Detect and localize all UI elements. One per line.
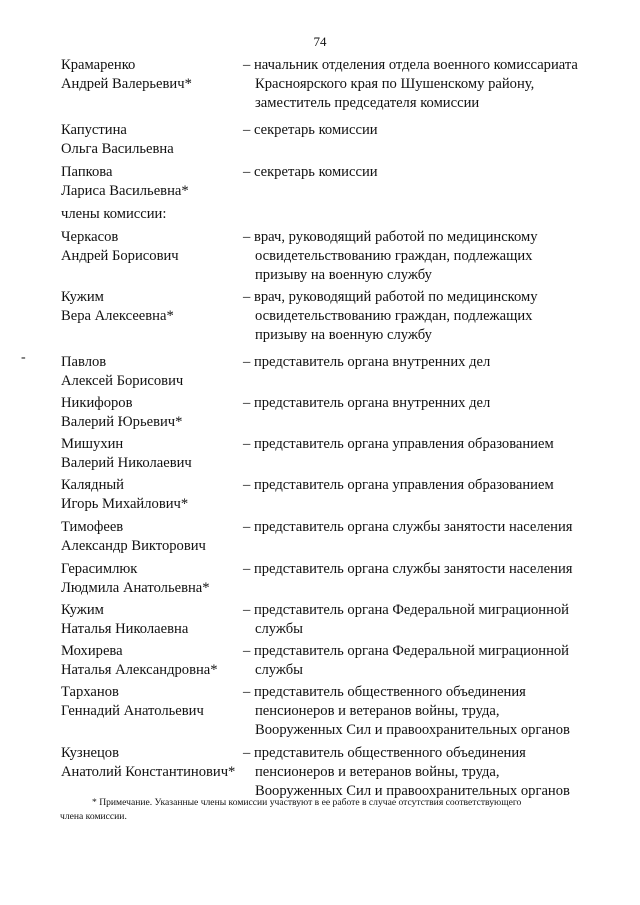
member-surname: Калядный bbox=[61, 477, 124, 493]
role-line: – представитель органа управления образованием bbox=[243, 477, 554, 493]
member-role bbox=[243, 288, 606, 345]
member-given-names: Валерий Николаевич bbox=[61, 455, 192, 471]
member-role bbox=[243, 560, 606, 598]
margin-mark: - bbox=[21, 350, 26, 365]
member-given-names: Вера Алексеевна* bbox=[61, 308, 174, 324]
role-line: – начальник отделения отдела военного комиссариата bbox=[243, 57, 578, 73]
member-surname: Кужим bbox=[61, 289, 104, 305]
role-line: – секретарь комиссии bbox=[243, 122, 378, 138]
member-name bbox=[61, 476, 243, 514]
member-role bbox=[243, 163, 606, 201]
role-line: Красноярского края по Шушенскому району, bbox=[255, 76, 535, 92]
member-role bbox=[243, 353, 606, 391]
member-surname: Кузнецов bbox=[61, 745, 119, 761]
member-given-names: Геннадий Анатольевич bbox=[61, 703, 204, 719]
footnote-line: * Примечание. Указанные члены комиссии участвуют в ее работе в случае отсутствия соответствующего bbox=[92, 797, 522, 808]
commission-entry bbox=[61, 744, 606, 801]
member-name bbox=[61, 518, 243, 556]
member-name bbox=[61, 56, 243, 113]
commission-entry bbox=[61, 601, 606, 639]
role-line: – представитель органа внутренних дел bbox=[243, 354, 491, 370]
role-line: призыву на военную службу bbox=[255, 267, 432, 283]
footnote bbox=[60, 796, 600, 824]
role-line: – представитель органа внутренних дел bbox=[243, 395, 491, 411]
member-role bbox=[243, 683, 606, 740]
member-given-names: Людмила Анатольевна* bbox=[61, 580, 210, 596]
role-line: освидетельствованию граждан, подлежащих bbox=[255, 308, 533, 324]
member-surname: Капустина bbox=[61, 122, 127, 138]
page-number: 74 bbox=[313, 34, 327, 49]
member-role bbox=[243, 56, 606, 113]
member-given-names: Наталья Александровна* bbox=[61, 662, 218, 678]
commission-entry bbox=[61, 121, 606, 159]
member-name bbox=[61, 683, 243, 740]
member-surname: Черкасов bbox=[61, 229, 119, 245]
member-given-names: Андрей Борисович bbox=[61, 248, 179, 264]
member-given-names: Валерий Юрьевич* bbox=[61, 414, 183, 430]
member-given-names: Алексей Борисович bbox=[61, 373, 184, 389]
member-role bbox=[243, 121, 606, 159]
member-name bbox=[61, 121, 243, 159]
member-name bbox=[61, 353, 243, 391]
member-surname: Крамаренко bbox=[61, 57, 136, 73]
role-line: заместитель председателя комиссии bbox=[255, 95, 480, 111]
role-line: – представитель общественного объединения bbox=[243, 745, 526, 761]
commission-entry bbox=[61, 288, 606, 345]
commission-entry bbox=[61, 163, 606, 201]
role-line: освидетельствованию граждан, подлежащих bbox=[255, 248, 533, 264]
member-surname: Мишухин bbox=[61, 436, 124, 452]
footnote-line: члена комиссии. bbox=[60, 811, 127, 822]
member-surname: Никифоров bbox=[61, 395, 133, 411]
role-line: – представитель органа службы занятости населения bbox=[243, 519, 573, 535]
member-surname: Тарханов bbox=[61, 684, 119, 700]
member-name bbox=[61, 163, 243, 201]
role-line: службы bbox=[255, 662, 303, 678]
member-surname: Павлов bbox=[61, 354, 107, 370]
role-line: – представитель органа управления образованием bbox=[243, 436, 554, 452]
member-name bbox=[61, 642, 243, 680]
members-section-label: члены комиссии: bbox=[61, 206, 167, 222]
commission-entry bbox=[61, 560, 606, 598]
commission-entry bbox=[61, 228, 606, 285]
member-given-names: Анатолий Константинович* bbox=[61, 764, 236, 780]
role-line: пенсионеров и ветеранов войны, труда, bbox=[255, 764, 500, 780]
member-role bbox=[243, 642, 606, 680]
commission-entry bbox=[61, 518, 606, 556]
role-line: службы bbox=[255, 621, 303, 637]
member-given-names: Лариса Васильевна* bbox=[61, 183, 189, 199]
role-line: Вооруженных Сил и правоохранительных органов bbox=[255, 722, 570, 738]
member-given-names: Андрей Валерьевич* bbox=[61, 76, 192, 92]
commission-entry bbox=[61, 435, 606, 473]
member-surname: Герасимлюк bbox=[61, 561, 138, 577]
commission-list bbox=[21, 56, 606, 801]
role-line: – представитель органа службы занятости населения bbox=[243, 561, 573, 577]
role-line: призыву на военную службу bbox=[255, 327, 432, 343]
commission-entry bbox=[21, 350, 606, 391]
member-given-names: Наталья Николаевна bbox=[61, 621, 189, 637]
role-line: Вооруженных Сил и правоохранительных органов bbox=[255, 783, 570, 799]
member-surname: Кужим bbox=[61, 602, 104, 618]
member-role bbox=[243, 435, 606, 473]
commission-entry bbox=[61, 56, 606, 113]
member-role bbox=[243, 744, 606, 801]
member-name bbox=[61, 744, 243, 801]
role-line: – врач, руководящий работой по медицинскому bbox=[243, 289, 538, 305]
member-role bbox=[243, 394, 606, 432]
commission-entry bbox=[61, 683, 606, 740]
member-given-names: Александр Викторович bbox=[61, 538, 206, 554]
member-role bbox=[243, 228, 606, 285]
member-given-names: Ольга Васильевна bbox=[61, 141, 174, 157]
role-line: пенсионеров и ветеранов войны, труда, bbox=[255, 703, 500, 719]
member-name bbox=[61, 601, 243, 639]
role-line: – представитель общественного объединения bbox=[243, 684, 526, 700]
role-line: – представитель органа Федеральной миграционной bbox=[243, 643, 569, 659]
member-role bbox=[243, 601, 606, 639]
role-line: – секретарь комиссии bbox=[243, 164, 378, 180]
member-surname: Папкова bbox=[61, 164, 113, 180]
member-name bbox=[61, 228, 243, 285]
member-surname: Мохирева bbox=[61, 643, 123, 659]
member-name bbox=[61, 394, 243, 432]
member-name bbox=[61, 560, 243, 598]
member-name bbox=[61, 288, 243, 345]
commission-entry bbox=[61, 476, 606, 514]
member-given-names: Игорь Михайлович* bbox=[61, 496, 189, 512]
role-line: – врач, руководящий работой по медицинскому bbox=[243, 229, 538, 245]
member-role bbox=[243, 476, 606, 514]
member-name bbox=[61, 435, 243, 473]
member-role bbox=[243, 518, 606, 556]
commission-entry bbox=[61, 394, 606, 432]
member-surname: Тимофеев bbox=[61, 519, 124, 535]
commission-entry bbox=[61, 642, 606, 680]
role-line: – представитель органа Федеральной миграционной bbox=[243, 602, 569, 618]
